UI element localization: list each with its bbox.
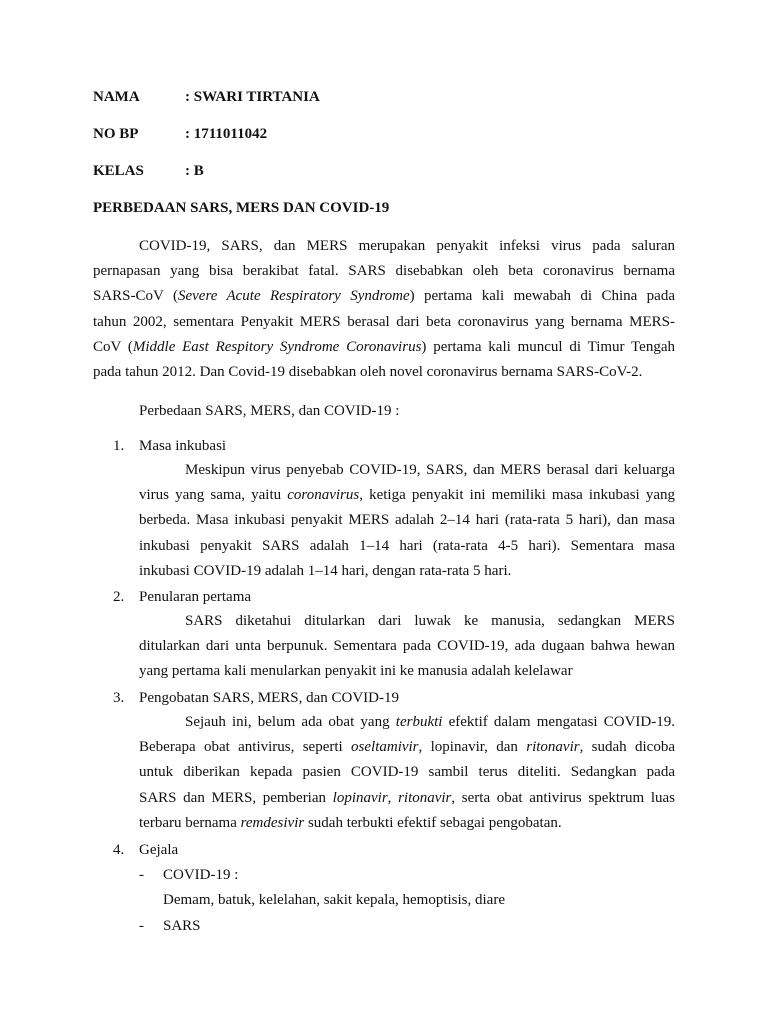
intro-line-5: CoV (Middle East Respitory Syndrome Coronavirus) pertama kali muncul di Timur Tengah <box>93 338 675 355</box>
item-3-line-1: Sejauh ini, belum ada obat yang terbukti efektif dalam mengatasi COVID-19. <box>185 714 675 730</box>
item-1-title: Masa inkubasi <box>139 438 227 454</box>
kelas-value: : B <box>185 163 204 179</box>
item-4-title: Gejala <box>139 842 179 858</box>
nobp-value: : 1711011042 <box>185 126 268 142</box>
item-1-number: 1. <box>113 438 125 454</box>
item-3-body <box>139 710 675 836</box>
intro-line-4: tahun 2002, sementara Penyakit MERS berasal dari beta coronavirus yang bernama MERS- <box>93 313 675 330</box>
item-4-sub-1-dash: - <box>139 867 144 883</box>
intro-line-2: pernapasan yang bisa berakibat fatal. SARS disebabkan oleh beta coronavirus bernama <box>93 263 675 280</box>
item-3-line-2: Beberapa obat antivirus, seperti oseltamivir, lopinavir, dan ritonavir, sudah dicoba <box>139 739 675 756</box>
item-2-line-3: yang pertama kali menularkan penyakit ini ke manusia adalah kelelawar <box>139 663 573 680</box>
item-1-body <box>139 458 675 584</box>
item-4-sub-1-text: Demam, batuk, kelelahan, sakit kepala, hemoptisis, diare <box>163 892 505 908</box>
intro-line-3: SARS-CoV (Severe Acute Respiratory Syndrome) pertama kali mewabah di China pada <box>93 288 676 305</box>
item-4-sub-2-label: SARS <box>163 918 201 934</box>
item-2-body <box>139 609 675 685</box>
item-2-title: Penularan pertama <box>139 589 252 605</box>
intro-line-1: COVID-19, SARS, dan MERS merupakan penyakit infeksi virus pada saluran <box>139 238 675 254</box>
header-nobp-row <box>93 125 267 143</box>
document-title: PERBEDAAN SARS, MERS DAN COVID-19 <box>93 200 390 216</box>
nobp-label: NO BP <box>93 126 139 142</box>
item-4-sub-2-dash: - <box>139 918 144 934</box>
item-1-line-1: Meskipun virus penyebab COVID-19, SARS, dan MERS berasal dari keluarga <box>185 462 675 478</box>
item-1-line-4: inkubasi penyakit SARS adalah 1–14 hari (rata-rata 4-5 hari). Sementara masa <box>139 537 675 554</box>
nama-value: : SWARI TIRTANIA <box>185 89 320 105</box>
item-1-line-5: inkubasi COVID-19 adalah 1–14 hari, dengan rata-rata 5 hari. <box>139 562 512 579</box>
header-nama-row <box>93 88 320 106</box>
intro-paragraph <box>93 234 675 385</box>
item-3-line-5: terbaru bernama remdesivir sudah terbukti efektif sebagai pengobatan. <box>139 814 562 831</box>
lead-text: Perbedaan SARS, MERS, dan COVID-19 : <box>139 403 400 419</box>
item-2-line-1: SARS diketahui ditularkan dari luwak ke manusia, sedangkan MERS <box>185 613 675 629</box>
kelas-label: KELAS <box>93 163 144 179</box>
item-3-line-3: untuk diberikan kepada pasien COVID-19 sambil terus diteliti. Sedangkan pada <box>139 764 675 781</box>
item-1-line-3: berbeda. Masa inkubasi penyakit MERS adalah 2–14 hari (rata-rata 5 hari), dan masa <box>139 512 675 529</box>
nama-label: NAMA <box>93 89 140 105</box>
header-kelas-row <box>93 162 204 180</box>
item-3-line-4: SARS dan MERS, pemberian lopinavir, ritonavir, serta obat antivirus spektrum luas <box>139 789 675 806</box>
item-3-title: Pengobatan SARS, MERS, dan COVID-19 <box>139 690 400 706</box>
item-4-number: 4. <box>113 842 125 858</box>
item-2-line-2: ditularkan dari unta berpunuk. Sementara pada COVID-19, ada dugaan bahwa hewan <box>139 638 675 655</box>
item-3-number: 3. <box>113 690 125 706</box>
intro-line-6: pada tahun 2012. Dan Covid-19 disebabkan oleh novel coronavirus bernama SARS-CoV-2. <box>93 363 643 380</box>
item-2-number: 2. <box>113 589 125 605</box>
item-1-line-2: virus yang sama, yaitu coronavirus, ketiga penyakit ini memiliki masa inkubasi yang <box>139 487 675 504</box>
item-4-sub-1-label: COVID-19 : <box>163 867 239 883</box>
